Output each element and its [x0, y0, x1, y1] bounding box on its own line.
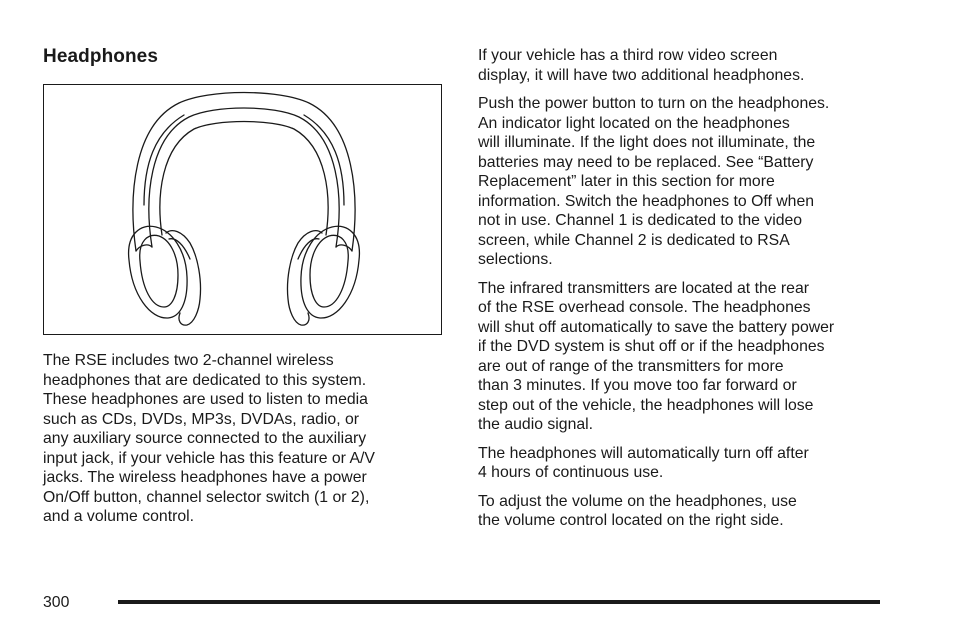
right-column — [478, 46, 888, 540]
footer-rule — [118, 600, 880, 604]
paragraph-third-row: If your vehicle has a third row video screen display, it will have two additional headphones. — [478, 47, 805, 84]
paragraph-power: Push the power button to turn on the headphones. An indicator light located on the headphones will illuminate. If the light does not illuminate, the batteries may need to be replaced. See “Battery Replacement” later in this section for more information. Switch the headphones to Off when not in use. Channel 1 is dedicated to the video screen, while Channel 2 is dedicated to RSA selections. — [478, 95, 830, 268]
left-earpad — [166, 231, 201, 325]
page-number: 300 — [43, 594, 70, 611]
right-earpad — [287, 231, 322, 325]
headband-inner — [149, 108, 339, 247]
paragraph-infrared: The infrared transmitters are located at the rear of the RSE overhead console. The headphones will shut off automatically to save the battery power if the DVD system is shut off or if the headphones are out of range of the transmitters for more than 3 minutes. If you move too far forward or step out of the vehicle, the headphones will lose the audio signal. — [478, 279, 835, 433]
left-column — [43, 351, 443, 536]
intro-paragraph: The RSE includes two 2-channel wireless headphones that are dedicated to this system. These headphones are used to listen to media such as CDs, DVDs, MP3s, DVDAs, radio, or any auxiliary source connected to the auxiliary input jack, if your vehicle has this feature or A/V jacks. The wireless headphones have a power On/Off button, channel selector switch (1 or 2), and a volume control. — [43, 352, 375, 525]
paragraph-auto-off: The headphones will automatically turn off after 4 hours of continuous use. — [478, 444, 809, 481]
section-heading: Headphones — [43, 46, 159, 67]
headphones-illustration — [44, 85, 441, 334]
headband-outer — [133, 93, 355, 252]
paragraph-volume: To adjust the volume on the headphones, use the volume control located on the right side. — [478, 492, 797, 529]
headphones-figure — [43, 84, 442, 335]
